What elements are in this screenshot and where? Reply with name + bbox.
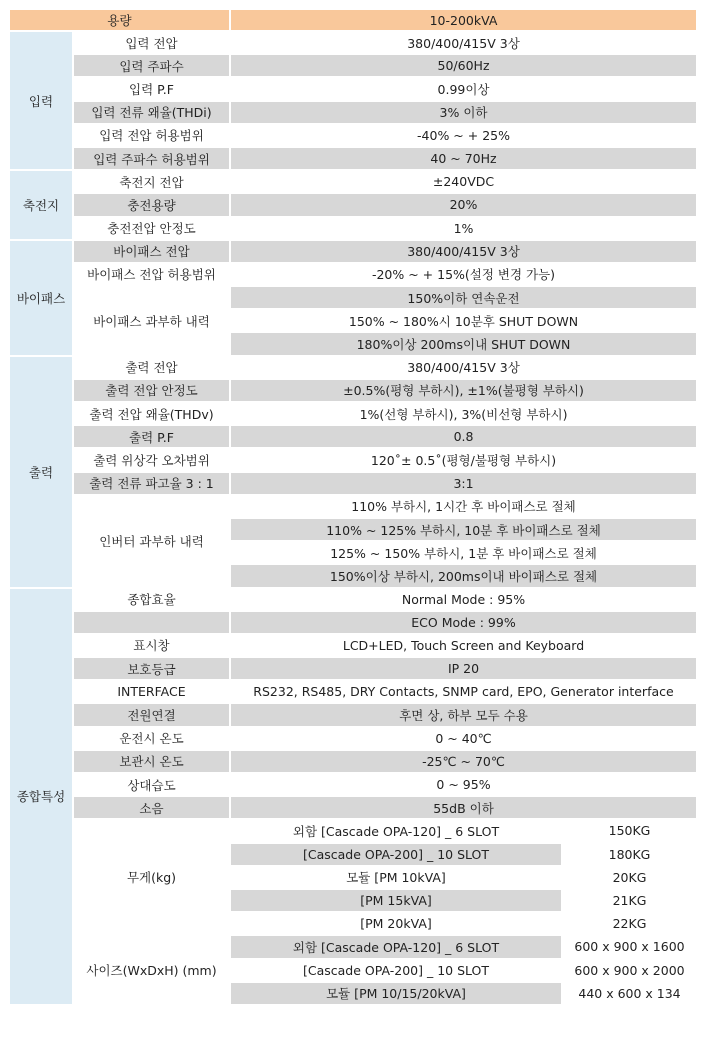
table-row [10, 264, 696, 285]
row-label: 사이즈(WxDxH) (mm) [74, 936, 229, 1004]
row-value: 125% ~ 150% 부하시, 1분 후 바이패스로 절체 [231, 542, 696, 563]
row-value: ±240VDC [231, 171, 696, 192]
table-row [10, 751, 696, 772]
row-label: 출력 전압 왜율(THDv) [74, 403, 229, 424]
row-value: 0.99이상 [231, 78, 696, 99]
row-value: LCD+LED, Touch Screen and Keyboard [231, 635, 696, 656]
table-row [10, 589, 696, 610]
row-value: 380/400/415V 3상 [231, 357, 696, 378]
row-value: 0 ~ 95% [231, 774, 696, 795]
table-row [10, 426, 696, 447]
row-value: 1% [231, 218, 696, 239]
row-value: -40% ~ + 25% [231, 125, 696, 146]
size-value: 440 x 600 x 134 [563, 983, 696, 1004]
row-value: 380/400/415V 3상 [231, 32, 696, 53]
group-bypass: 바이패스 [10, 241, 72, 355]
capacity-label: 용량 [10, 10, 229, 30]
row-label: 표시창 [74, 635, 229, 656]
table-row [10, 32, 696, 53]
row-value: 0.8 [231, 426, 696, 447]
row-label: 입력 주파수 허용범위 [74, 148, 229, 169]
row-label: 충전전압 안정도 [74, 218, 229, 239]
table-row [10, 403, 696, 424]
row-value: 150% ~ 180%시 10분후 SHUT DOWN [231, 310, 696, 331]
row-value: 1%(선형 부하시), 3%(비선형 부하시) [231, 403, 696, 424]
row-label: 출력 전압 [74, 357, 229, 378]
table-row [10, 148, 696, 169]
weight-value: 180KG [563, 844, 696, 865]
row-value: 20% [231, 194, 696, 215]
size-item: 외함 [Cascade OPA-120] _ 6 SLOT [231, 936, 561, 957]
row-value: 110% 부하시, 1시간 후 바이패스로 절체 [231, 496, 696, 517]
table-row [10, 612, 696, 633]
table-row [10, 380, 696, 401]
table-row [10, 635, 696, 656]
group-general: 종합특성 [10, 589, 72, 1004]
row-value: 150%이하 연속운전 [231, 287, 696, 308]
row-value: 150%이상 부하시, 200ms이내 바이패스로 절체 [231, 565, 696, 586]
table-row [10, 774, 696, 795]
row-label: 입력 전류 왜율(THDi) [74, 102, 229, 123]
row-label: 전원연결 [74, 704, 229, 725]
row-label: 보호등급 [74, 658, 229, 679]
table-row [10, 125, 696, 146]
size-item: 모듈 [PM 10/15/20kVA] [231, 983, 561, 1004]
row-label: 출력 전압 안정도 [74, 380, 229, 401]
spec-table [8, 8, 698, 1006]
weight-value: 21KG [563, 890, 696, 911]
table-row [10, 102, 696, 123]
weight-item: [PM 20kVA] [231, 913, 561, 934]
row-label: 출력 P.F [74, 426, 229, 447]
size-value: 600 x 900 x 1600 [563, 936, 696, 957]
row-value: 3% 이하 [231, 102, 696, 123]
weight-value: 150KG [563, 820, 696, 841]
capacity-value: 10-200kVA [231, 10, 696, 30]
row-value: 40 ~ 70Hz [231, 148, 696, 169]
row-label: INTERFACE [74, 681, 229, 702]
row-value: ECO Mode : 99% [231, 612, 696, 633]
row-value: IP 20 [231, 658, 696, 679]
group-output: 출력 [10, 357, 72, 587]
row-label: 축전지 전압 [74, 171, 229, 192]
table-row [10, 728, 696, 749]
table-row [10, 681, 696, 702]
weight-item: 외함 [Cascade OPA-120] _ 6 SLOT [231, 820, 561, 841]
table-row [10, 287, 696, 308]
row-label-empty [74, 612, 229, 633]
weight-item: 모듈 [PM 10kVA] [231, 867, 561, 888]
table-row [10, 357, 696, 378]
row-label: 입력 전압 허용범위 [74, 125, 229, 146]
group-battery: 축전지 [10, 171, 72, 239]
table-row [10, 820, 696, 841]
table-row [10, 55, 696, 76]
row-label: 무게(kg) [74, 820, 229, 934]
table-row [10, 449, 696, 470]
row-label: 인버터 과부하 내력 [74, 496, 229, 587]
row-value: ±0.5%(평형 부하시), ±1%(불평형 부하시) [231, 380, 696, 401]
row-value: 55dB 이하 [231, 797, 696, 818]
row-label: 소음 [74, 797, 229, 818]
row-label: 충전용량 [74, 194, 229, 215]
row-value: 50/60Hz [231, 55, 696, 76]
table-row [10, 473, 696, 494]
row-label: 바이패스 전압 [74, 241, 229, 262]
row-value: Normal Mode : 95% [231, 589, 696, 610]
row-label: 바이패스 과부하 내력 [74, 287, 229, 355]
header-row [10, 10, 696, 30]
row-value: 180%이상 200ms이내 SHUT DOWN [231, 333, 696, 354]
size-value: 600 x 900 x 2000 [563, 960, 696, 981]
row-value: RS232, RS485, DRY Contacts, SNMP card, EPO, Generator interface [231, 681, 696, 702]
table-row [10, 78, 696, 99]
row-value: 0 ~ 40℃ [231, 728, 696, 749]
table-row [10, 797, 696, 818]
row-label: 입력 주파수 [74, 55, 229, 76]
table-row [10, 241, 696, 262]
group-input: 입력 [10, 32, 72, 169]
row-value: 380/400/415V 3상 [231, 241, 696, 262]
table-row [10, 704, 696, 725]
row-label: 보관시 온도 [74, 751, 229, 772]
table-row [10, 496, 696, 517]
row-label: 바이패스 전압 허용범위 [74, 264, 229, 285]
row-value: 후면 상, 하부 모두 수용 [231, 704, 696, 725]
size-item: [Cascade OPA-200] _ 10 SLOT [231, 960, 561, 981]
row-value: 120˚± 0.5˚(평형/불평형 부하시) [231, 449, 696, 470]
row-label: 입력 P.F [74, 78, 229, 99]
weight-item: [Cascade OPA-200] _ 10 SLOT [231, 844, 561, 865]
row-label: 운전시 온도 [74, 728, 229, 749]
weight-value: 22KG [563, 913, 696, 934]
row-value: 110% ~ 125% 부하시, 10분 후 바이패스로 절체 [231, 519, 696, 540]
row-label: 상대습도 [74, 774, 229, 795]
row-label: 출력 전류 파고율 3 : 1 [74, 473, 229, 494]
table-row [10, 171, 696, 192]
row-value: 3:1 [231, 473, 696, 494]
table-row [10, 194, 696, 215]
row-value: -20% ~ + 15%(설정 변경 가능) [231, 264, 696, 285]
table-row [10, 218, 696, 239]
weight-item: [PM 15kVA] [231, 890, 561, 911]
row-value: -25℃ ~ 70℃ [231, 751, 696, 772]
row-label: 출력 위상각 오차범위 [74, 449, 229, 470]
row-label: 종합효율 [74, 589, 229, 610]
table-row [10, 658, 696, 679]
row-label: 입력 전압 [74, 32, 229, 53]
table-row [10, 936, 696, 957]
weight-value: 20KG [563, 867, 696, 888]
